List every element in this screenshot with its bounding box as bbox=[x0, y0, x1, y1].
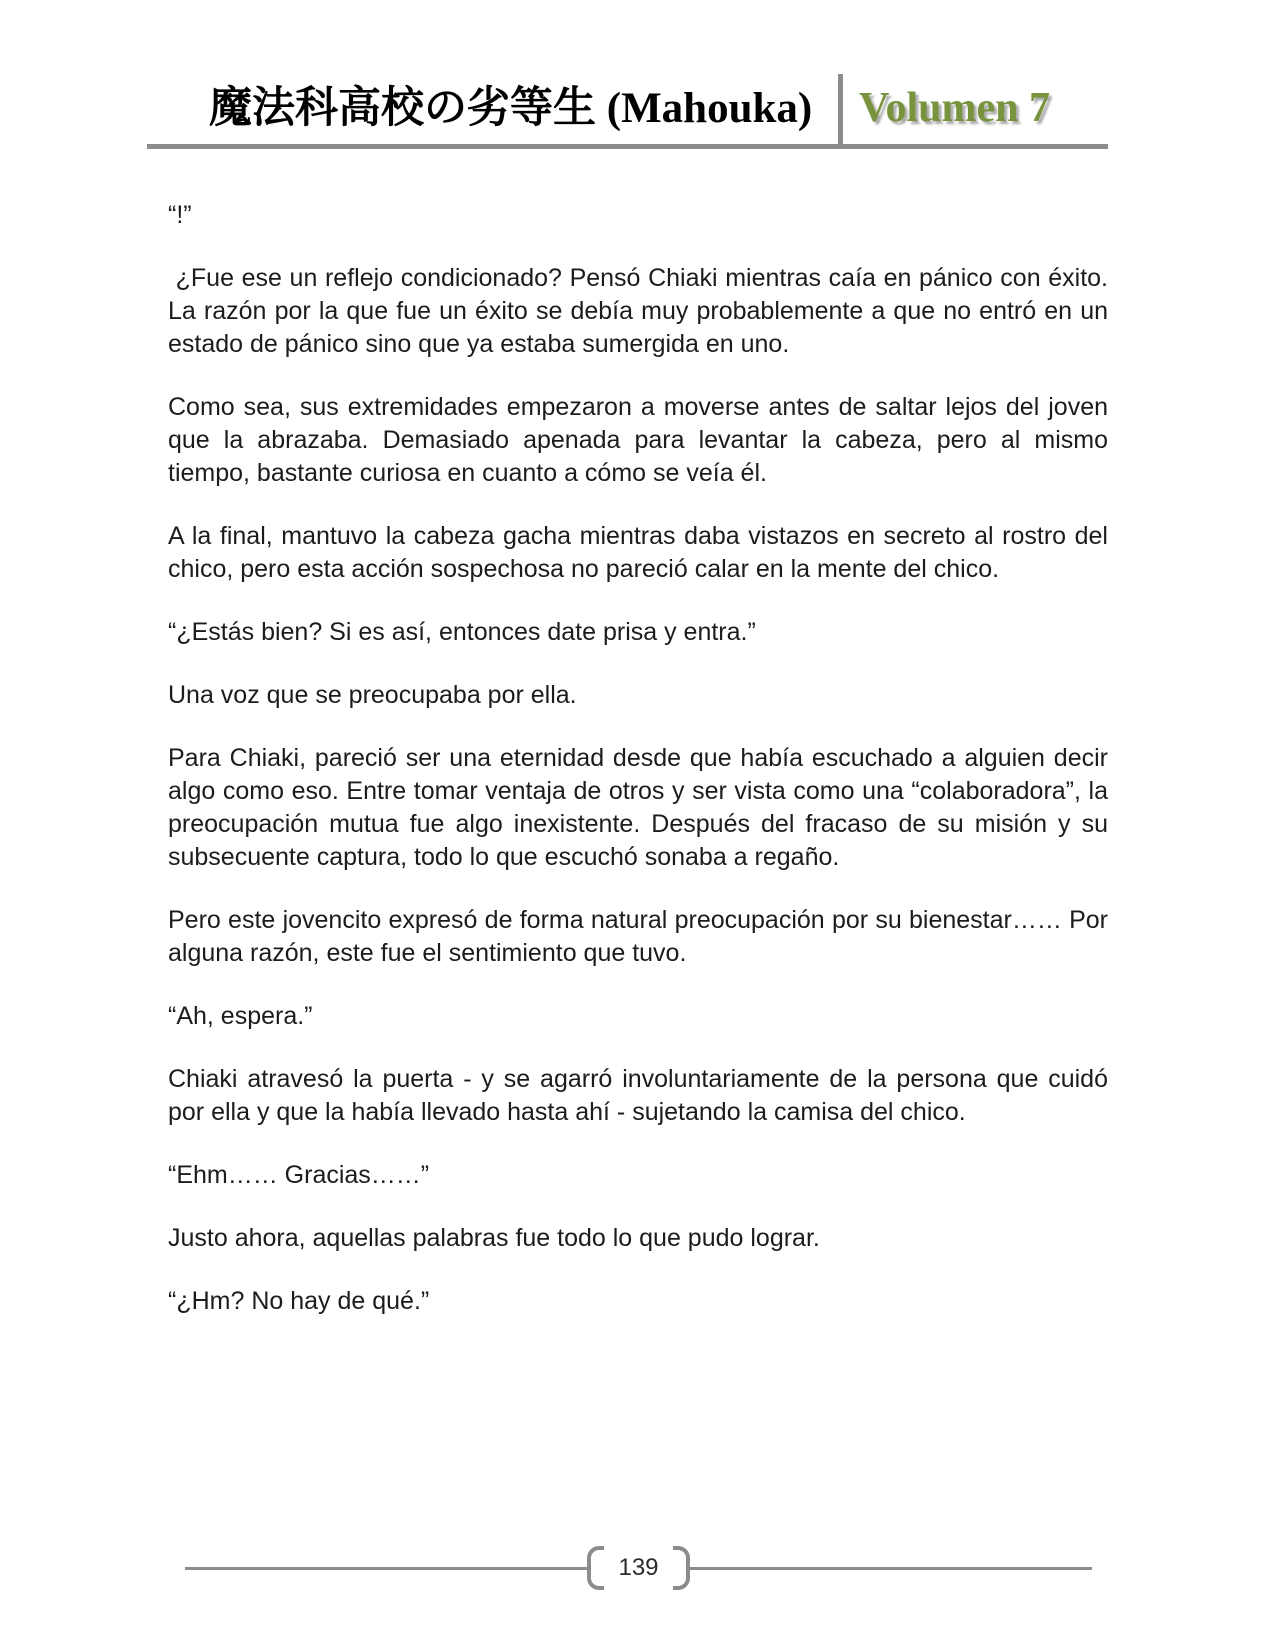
paragraph: “Ah, espera.” bbox=[168, 1002, 313, 1030]
paragraph: Justo ahora, aquellas palabras fue todo lo que pudo lograr. bbox=[168, 1224, 820, 1252]
footer-rule-right bbox=[690, 1567, 1092, 1570]
paragraph: Una voz que se preocupaba por ella. bbox=[168, 681, 577, 709]
page-number-bracket-left bbox=[587, 1546, 604, 1590]
page-footer bbox=[185, 1542, 1092, 1594]
paragraph: Pero este jovencito expresó de forma natural preocupación por su bienestar…… Por alguna razón, este fue el sentimiento que tuvo. bbox=[168, 906, 1108, 967]
book-title: 魔法科高校の劣等生 (Mahouka) bbox=[209, 85, 813, 132]
footer-rule-left bbox=[185, 1567, 587, 1570]
paragraph: “¿Hm? No hay de qué.” bbox=[168, 1287, 430, 1315]
paragraph: Chiaki atravesó la puerta - y se agarró involuntariamente de la persona que cuidó por ella y que la había llevado hasta ahí - sujetando la camisa del chico. bbox=[168, 1065, 1108, 1126]
header-vertical-divider bbox=[838, 74, 843, 144]
paragraph: “!” bbox=[168, 201, 192, 229]
page-body bbox=[168, 199, 1108, 1348]
paragraph: ¿Fue ese un reflejo condicionado? Pensó Chiaki mientras caía en pánico con éxito. La razón por la que fue un éxito se debía muy probablemente a que no entró en un estado de pánico sino que ya estaba sumergida en uno. bbox=[168, 264, 1108, 358]
page-number: 139 bbox=[618, 1554, 659, 1581]
volume-label: Volumen 7 bbox=[859, 85, 1050, 131]
page-header bbox=[147, 58, 1108, 149]
paragraph: A la final, mantuvo la cabeza gacha mientras daba vistazos en secreto al rostro del chico, pero esta acción sospechosa no pareció calar en la mente del chico. bbox=[168, 522, 1108, 583]
paragraph: “¿Estás bien? Si es así, entonces date prisa y entra.” bbox=[168, 618, 756, 646]
page-number-bracket-right bbox=[673, 1546, 690, 1590]
paragraph: Como sea, sus extremidades empezaron a moverse antes de saltar lejos del joven que la abrazaba. Demasiado apenada para levantar la cabeza, pero al mismo tiempo, bastante curiosa en cuanto a cómo se veía él. bbox=[168, 393, 1108, 487]
paragraph: Para Chiaki, pareció ser una eternidad desde que había escuchado a alguien decir algo como eso. Entre tomar ventaja de otros y ser vista como una “colaboradora”, la preocupación mutua fue algo inexistente. Después del fracaso de su misión y su subsecuente captura, todo lo que escuchó sonaba a regaño. bbox=[168, 744, 1108, 871]
paragraph: “Ehm…… Gracias……” bbox=[168, 1161, 430, 1189]
